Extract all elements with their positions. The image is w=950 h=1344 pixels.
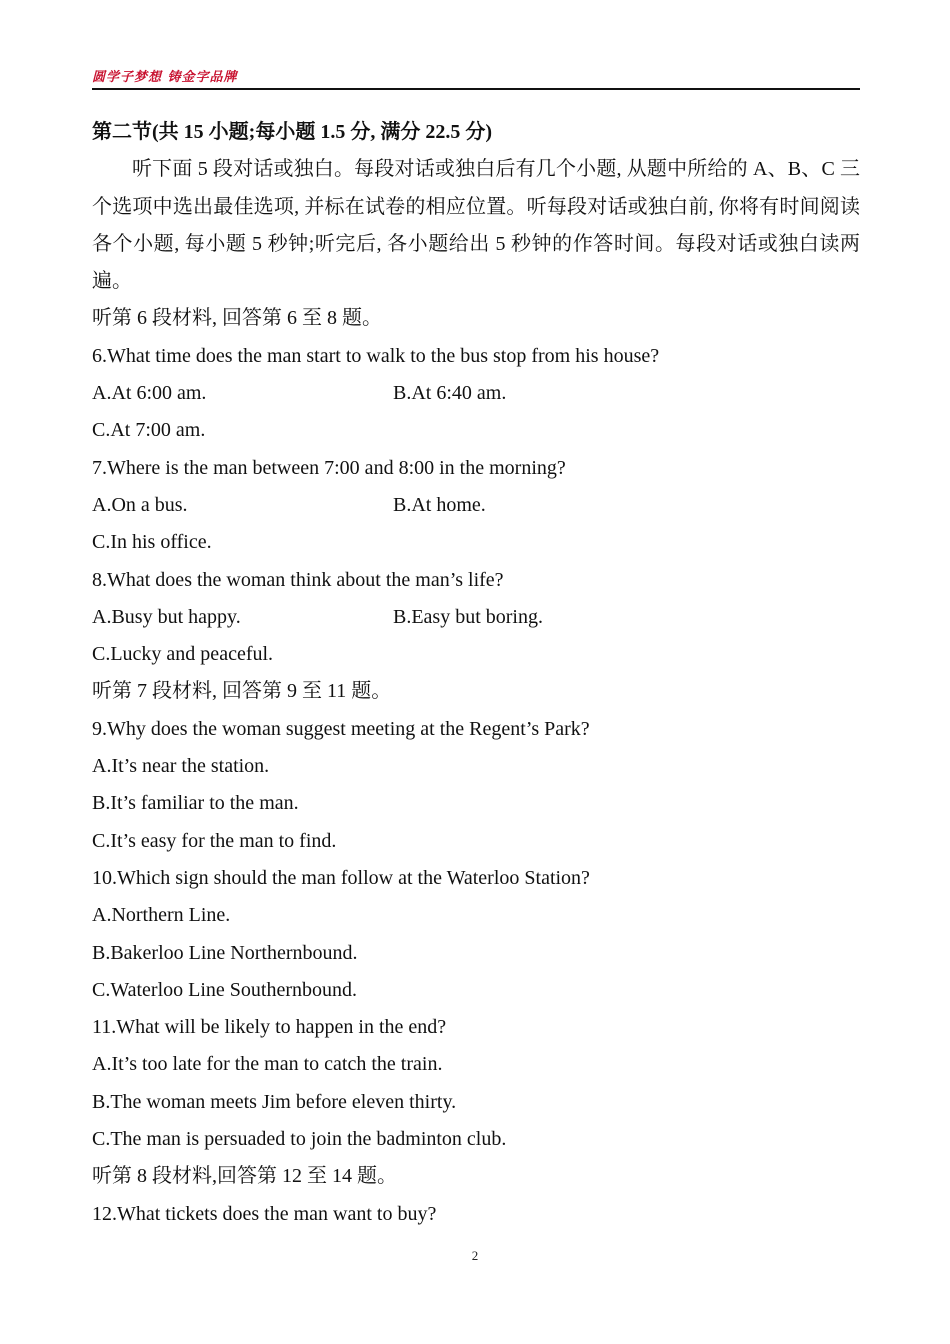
option-a: A.On a bus. (92, 493, 188, 516)
page-number: 2 (471, 1248, 479, 1263)
question-stem: 7.Where is the man between 7:00 and 8:00 in the morning? (92, 456, 566, 479)
section-instructions: 听下面 5 段对话或独白。每段对话或独白后有几个小题, 从题中所给的 A、B、C 三个选项中选出最佳选项, 并标在试卷的相应位置。听每段对话或独白前, 你将有时间阅读各个小题, 每小题 5 秒钟;听完后, 各小题给出 5 秒钟的作答时间。每段对话或独白读两遍。 (92, 158, 860, 293)
options-row (92, 599, 860, 636)
option-c: C.It’s easy for the man to find. (92, 829, 337, 852)
options-row (92, 487, 860, 524)
option-b: B.At home. (393, 493, 486, 516)
question-stem: 12.What tickets does the man want to buy? (92, 1202, 437, 1225)
option-a: A.At 6:00 am. (92, 382, 207, 405)
section-title: 第二节(共 15 小题;每小题 1.5 分, 满分 22.5 分) (92, 121, 492, 143)
brand-slogan: 圆学子梦想 铸金字品牌 (92, 70, 238, 85)
group-instruction: 听第 7 段材料, 回答第 9 至 11 题。 (92, 680, 392, 703)
option-c: C.Waterloo Line Southernbound. (92, 978, 358, 1001)
question-stem: 9.Why does the woman suggest meeting at the Regent’s Park? (92, 717, 590, 740)
option-c: C.Lucky and peaceful. (92, 643, 274, 666)
options-row (92, 375, 860, 412)
question-stem: 8.What does the woman think about the man’s life? (92, 568, 504, 591)
option-b: B.Bakerloo Line Northernbound. (92, 941, 358, 964)
question-stem: 6.What time does the man start to walk to the bus stop from his house? (92, 344, 660, 367)
option-b: B.The woman meets Jim before eleven thirty. (92, 1090, 457, 1113)
option-a: A.Busy but happy. (92, 605, 241, 628)
page-content (92, 114, 860, 1233)
option-b: B.Easy but boring. (393, 605, 543, 628)
option-c: C.In his office. (92, 531, 212, 554)
option-a: A.It’s near the station. (92, 755, 270, 778)
option-a: A.Northern Line. (92, 904, 231, 927)
question-stem: 10.Which sign should the man follow at the Waterloo Station? (92, 866, 590, 889)
option-c: C.At 7:00 am. (92, 419, 206, 442)
option-b: B.It’s familiar to the man. (92, 792, 299, 815)
option-a: A.It’s too late for the man to catch the train. (92, 1053, 443, 1076)
page-header (92, 66, 860, 90)
group-instruction: 听第 8 段材料,回答第 12 至 14 题。 (92, 1165, 397, 1188)
group-instruction: 听第 6 段材料, 回答第 6 至 8 题。 (92, 307, 382, 330)
question-stem: 11.What will be likely to happen in the end? (92, 1016, 447, 1039)
option-c: C.The man is persuaded to join the badminton club. (92, 1128, 507, 1151)
option-b: B.At 6:40 am. (393, 382, 507, 405)
